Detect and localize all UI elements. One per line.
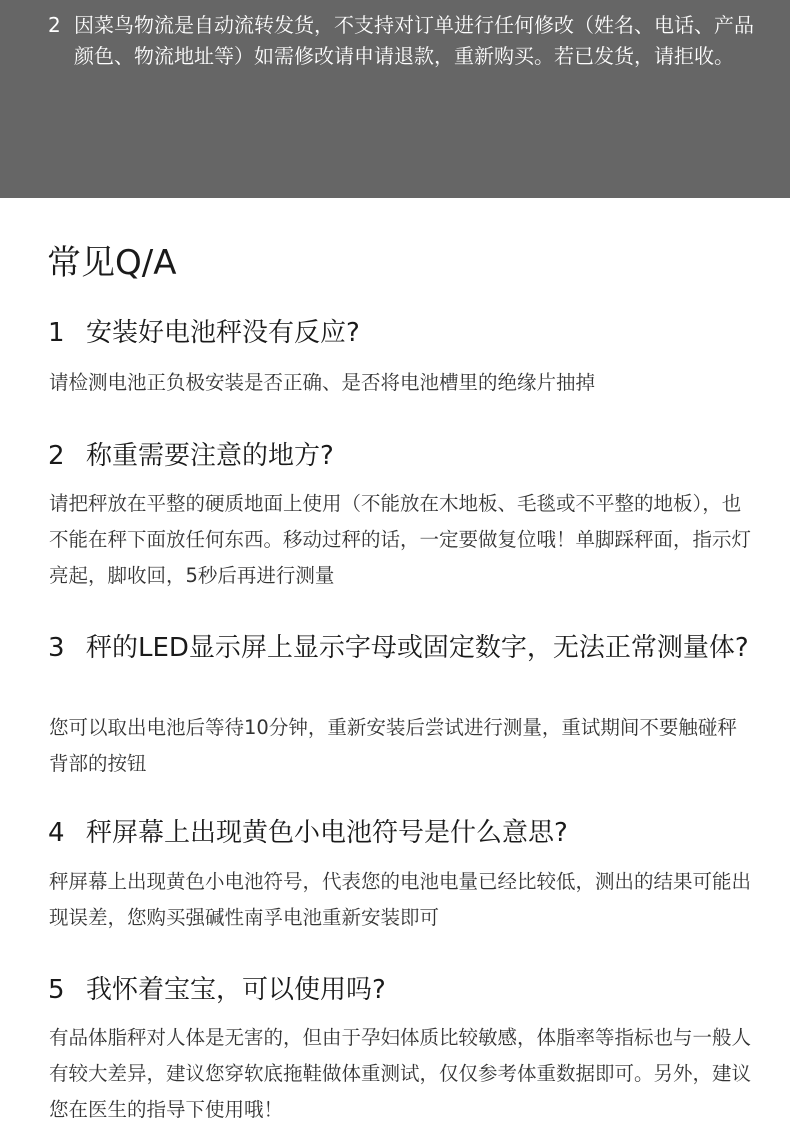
question-5 [48, 971, 753, 1009]
question-number: 1 [48, 318, 65, 348]
notice-number: 2 [48, 13, 61, 37]
answer-4: 秤屏幕上出现黄色小电池符号，代表您的电池电量已经比较低，测出的结果可能出现误差，您购买强碱性南孚电池重新安装即可 [49, 870, 752, 929]
answer-5: 有品体脂秤对人体是无害的，但由于孕妇体质比较敏感，体脂率等指标也与一般人有较大差异，建议您穿软底拖鞋做体重测试，仅仅参考体重数据即可。另外，建议您在医生的指导下使用哦！ [49, 1026, 752, 1121]
answer-3: 您可以取出电池后等待10分钟，重新安装后尝试进行测量，重试期间不要触碰秤背部的按钮 [49, 716, 737, 775]
question-1 [48, 314, 753, 352]
question-text: 我怀着宝宝，可以使用吗? [86, 975, 386, 1005]
question-number: 5 [48, 975, 65, 1005]
answer-2: 请把秤放在平整的硬质地面上使用（不能放在木地板、毛毯或不平整的地板），也不能在秤下面放任何东西。移动过秤的话，一定要做复位哦！单脚踩秤面，指示灯亮起，脚收回，5秒后再进行测量 [49, 492, 752, 587]
question-text: 称重需要注意的地方? [86, 441, 334, 471]
qa-section-title: 常见Q/A [47, 243, 177, 283]
question-number: 4 [48, 818, 65, 848]
notice-panel [0, 0, 790, 198]
question-4 [48, 814, 753, 852]
question-number: 3 [48, 633, 65, 663]
answer-1: 请检测电池正负极安装是否正确、是否将电池槽里的绝缘片抽掉 [49, 371, 596, 394]
notice-text-block [48, 10, 758, 72]
question-text: 安装好电池秤没有反应? [86, 318, 360, 348]
question-2 [48, 437, 753, 475]
question-number: 2 [48, 441, 65, 471]
question-text: 秤的LED显示屏上显示字母或固定数字，无法正常测量体? [86, 633, 749, 663]
question-text: 秤屏幕上出现黄色小电池符号是什么意思? [86, 818, 568, 848]
question-3 [48, 628, 753, 668]
notice-body: 因菜鸟物流是自动流转发货，不支持对订单进行任何修改（姓名、电话、产品颜色、物流地址等）如需修改请申请退款，重新购买。若已发货，请拒收。 [74, 13, 754, 68]
